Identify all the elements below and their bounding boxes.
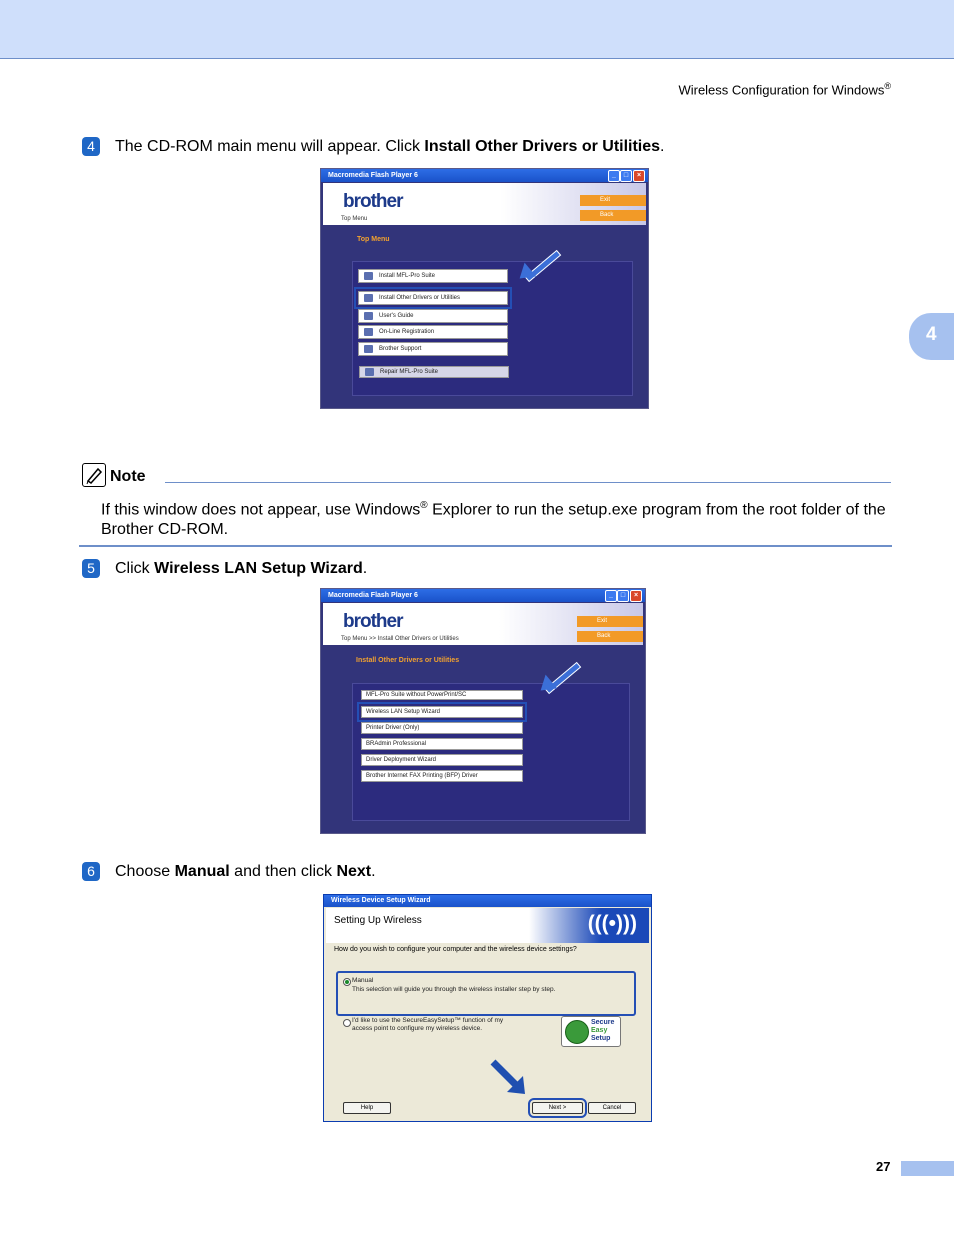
next-pointer-arrow-icon (489, 1058, 529, 1098)
secureeasysetup-label-line2: access point to configure my wireless device. (352, 1025, 483, 1032)
manual-option-label: Manual (352, 977, 374, 984)
secureeasysetup-logo (561, 1016, 621, 1047)
chapter-tab: 4 (909, 313, 954, 360)
note-end-rule (79, 545, 892, 547)
section-title: Top Menu (357, 236, 390, 243)
support-icon (364, 345, 373, 353)
page-number: 27 (876, 1159, 891, 1174)
ses-word-2: Easy (591, 1027, 608, 1034)
pen-icon (364, 328, 373, 336)
back-button[interactable]: Back (577, 631, 643, 642)
exit-button[interactable]: Exit (577, 616, 643, 627)
maximize-icon[interactable]: □ (620, 170, 632, 182)
menu-item-install-other[interactable]: Install Other Drivers or Utilities (358, 291, 508, 305)
step-6-badge: 6 (82, 862, 100, 881)
repair-button[interactable]: Repair MFL-Pro Suite (359, 366, 509, 378)
menu-item-install-mfl[interactable]: Install MFL-Pro Suite (358, 269, 508, 283)
close-icon[interactable]: × (633, 170, 645, 182)
minimize-icon[interactable]: _ (608, 170, 620, 182)
manual-option-desc: This selection will guide you through the wireless installer step by step. (352, 986, 556, 993)
menu-item-bfp-driver[interactable]: Brother Internet FAX Printing (BFP) Driver (361, 770, 523, 782)
dialog-header (326, 908, 649, 943)
brother-logo: brother (343, 611, 403, 632)
menu-item-printer-driver[interactable]: Printer Driver (Only) (361, 722, 523, 734)
breadcrumb: Top Menu (341, 216, 368, 222)
exit-button[interactable]: Exit (580, 195, 646, 206)
maximize-icon[interactable]: □ (617, 590, 629, 602)
top-color-band (0, 0, 954, 59)
brother-logo: brother (343, 191, 403, 212)
secureeasysetup-label-line1: I'd like to use the SecureEasySetup™ function of my (352, 1017, 504, 1024)
step-5-text: Click Wireless LAN Setup Wizard. (115, 560, 368, 577)
note-divider (165, 482, 891, 483)
note-pencil-icon (82, 463, 106, 487)
menu-item-driver-deployment[interactable]: Driver Deployment Wizard (361, 754, 523, 766)
secureeasysetup-radio[interactable] (343, 1019, 351, 1027)
wireless-setup-dialog-screenshot (323, 894, 652, 1122)
step-6-text: Choose Manual and then click Next. (115, 863, 376, 880)
cancel-button[interactable]: Cancel (588, 1102, 636, 1114)
menu-item-registration[interactable]: On-Line Registration (358, 325, 508, 339)
help-button[interactable]: Help (343, 1102, 391, 1114)
ses-word-1: Secure (591, 1019, 615, 1026)
manual-option-highlight (336, 971, 636, 1016)
next-button[interactable]: Next > (532, 1102, 583, 1114)
window-titlebar: Macromedia Flash Player 6 _ □ × (321, 589, 645, 602)
book-icon (364, 312, 373, 320)
running-header: Wireless Configuration for Windows® (678, 81, 891, 98)
step-4-text: The CD-ROM main menu will appear. Click Install Other Drivers or Utilities. (115, 138, 665, 155)
step-4-badge: 4 (82, 137, 100, 156)
menu-item-wireless-lan-setup[interactable]: Wireless LAN Setup Wizard (361, 706, 523, 718)
secureeasysetup-ring-icon (565, 1020, 589, 1044)
dialog-question: How do you wish to configure your computer and the wireless device settings? (334, 946, 577, 953)
plus-icon (365, 368, 374, 376)
close-icon[interactable]: × (630, 590, 642, 602)
back-button[interactable]: Back (580, 210, 646, 221)
cd-icon (364, 294, 373, 302)
page-number-tab (901, 1161, 954, 1176)
breadcrumb: Top Menu >> Install Other Drivers or Utilities (341, 636, 459, 642)
dialog-heading: Setting Up Wireless (334, 915, 422, 926)
dialog-titlebar: Wireless Device Setup Wizard (324, 895, 651, 907)
menu-item-mfl-without-powerprint[interactable]: MFL-Pro Suite without PowerPrint/SC (361, 690, 523, 700)
ses-word-3: Setup (591, 1035, 611, 1042)
install-other-drivers-screenshot (320, 588, 646, 834)
menu-item-support[interactable]: Brother Support (358, 342, 508, 356)
menu-item-bradmin[interactable]: BRAdmin Professional (361, 738, 523, 750)
note-text: If this window does not appear, use Windows® Explorer to run the setup.exe program from the root folder of the Brother CD-ROM. (101, 500, 886, 539)
menu-item-users-guide[interactable]: User's Guide (358, 309, 508, 323)
minimize-icon[interactable]: _ (605, 590, 617, 602)
cdrom-main-menu-screenshot (320, 168, 649, 409)
window-titlebar: Macromedia Flash Player 6 _ □ × (321, 169, 648, 182)
step-5-badge: 5 (82, 559, 100, 578)
menu-panel (352, 683, 630, 821)
wireless-signal-icon: (((•))) (529, 908, 649, 943)
note-label: Note (110, 468, 146, 485)
section-title: Install Other Drivers or Utilities (356, 657, 460, 664)
cd-icon (364, 272, 373, 280)
manual-radio[interactable] (343, 978, 351, 986)
